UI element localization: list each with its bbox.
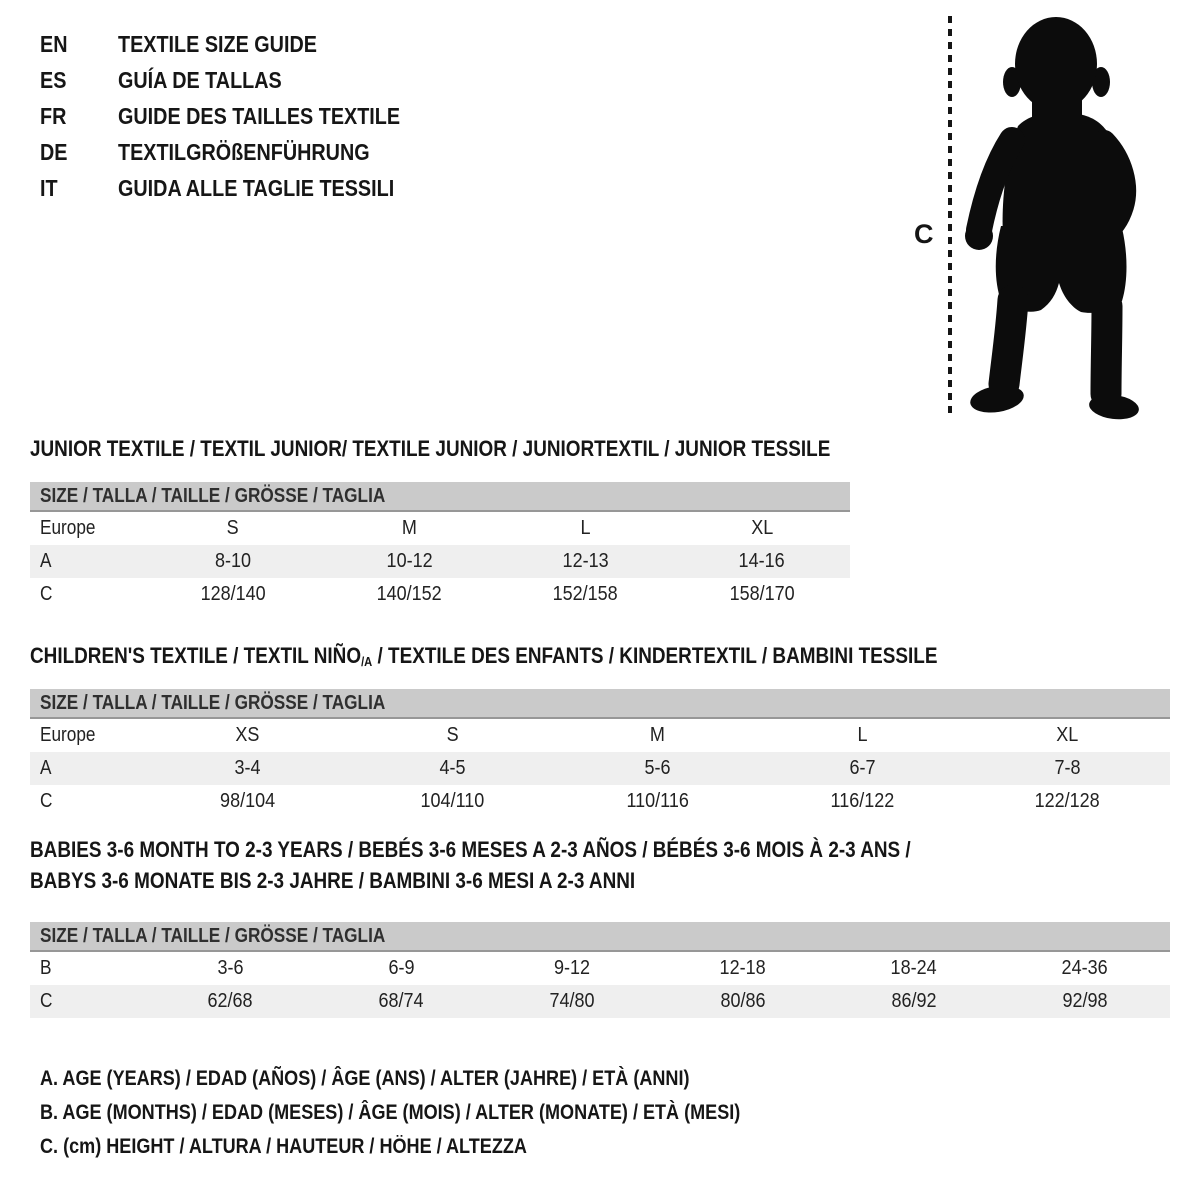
section-childrens-textile (30, 643, 1170, 818)
value-cell: 6-9 (388, 957, 415, 979)
lang-row-en (40, 26, 446, 62)
value-cell: 24-36 (1061, 957, 1108, 979)
guide-title: GUÍA DE TALLAS (118, 66, 282, 93)
section-junior-textile (30, 436, 850, 611)
row-label: Europe (40, 517, 96, 539)
value-cell: 12-13 (562, 550, 609, 572)
value-cell: 7-8 (1054, 757, 1081, 779)
value-cell: 6-7 (849, 757, 876, 779)
toddler-silhouette (965, 17, 1140, 422)
legend-line-c: C. (cm) HEIGHT / ALTURA / HAUTEUR / HÖHE / ALTEZZA (40, 1135, 527, 1158)
lang-row-it (40, 170, 446, 206)
size-header-bar: SIZE / TALLA / TAILLE / GRÖSSE / TAGLIA (30, 482, 850, 512)
value-cell: 62/68 (207, 990, 253, 1012)
value-cell: 5-6 (644, 757, 671, 779)
legend-line-b: B. AGE (MONTHS) / EDAD (MESES) / ÂGE (MOIS) / ALTER (MONATE) / ETÀ (MESI) (40, 1101, 741, 1124)
row-label: A (40, 550, 52, 572)
nino-a-subscript: /A (361, 654, 373, 669)
table-row-height (30, 785, 1170, 818)
guide-title: TEXTILE SIZE GUIDE (118, 30, 317, 57)
baby-silhouette-figure (900, 0, 1200, 430)
size-cell: S (446, 724, 459, 746)
value-cell: 8-10 (215, 550, 252, 572)
row-label: C (40, 790, 53, 812)
size-header-bar: SIZE / TALLA / TAILLE / GRÖSSE / TAGLIA (30, 922, 1170, 952)
row-label: C (40, 990, 53, 1012)
table-row-months (30, 952, 1170, 985)
size-cell: S (227, 517, 240, 539)
value-cell: 98/104 (219, 790, 276, 812)
value-cell: 12-18 (719, 957, 766, 979)
size-header-bar: SIZE / TALLA / TAILLE / GRÖSSE / TAGLIA (30, 689, 1170, 719)
guide-title: GUIDE DES TAILLES TEXTILE (118, 102, 401, 129)
value-cell: 3-6 (217, 957, 244, 979)
lang-code: FR (40, 102, 67, 129)
row-label: C (40, 583, 53, 605)
table-row-age (30, 752, 1170, 785)
row-label: A (40, 757, 52, 779)
size-cell: L (580, 517, 591, 539)
value-cell: 140/152 (376, 583, 442, 605)
table-row-europe (30, 719, 1170, 752)
section-heading: JUNIOR TEXTILE / TEXTIL JUNIOR/ TEXTILE JUNIOR / JUNIORTEXTIL / JUNIOR TESSILE (30, 436, 831, 461)
value-cell: 10-12 (386, 550, 433, 572)
lang-row-fr (40, 98, 446, 134)
value-cell: 92/98 (1062, 990, 1108, 1012)
lang-code: ES (40, 66, 67, 93)
value-cell: 18-24 (890, 957, 937, 979)
value-cell: 9-12 (554, 957, 591, 979)
legend-line-a: A. AGE (YEARS) / EDAD (AÑOS) / ÂGE (ANS) / ALTER (JAHRE) / ETÀ (ANNI) (40, 1067, 690, 1090)
value-cell: 122/128 (1034, 790, 1101, 812)
value-cell: 74/80 (549, 990, 595, 1012)
lang-row-es (40, 62, 446, 98)
value-cell: 152/158 (553, 583, 619, 605)
section-heading: CHILDREN'S TEXTILE / TEXTIL NIÑO/A / TEXTILE DES ENFANTS / KINDERTEXTIL / BAMBINI TESSILE (30, 643, 938, 669)
table-row-age (30, 545, 850, 578)
size-cell: XL (1056, 724, 1079, 746)
size-cell: XS (235, 724, 260, 746)
guide-title: GUIDA ALLE TAGLIE TESSILI (118, 174, 395, 201)
value-cell: 4-5 (439, 757, 466, 779)
row-label: B (40, 957, 52, 979)
value-cell: 14-16 (738, 550, 785, 572)
value-cell: 110/116 (626, 790, 689, 812)
size-cell: L (857, 724, 868, 746)
value-cell: 3-4 (234, 757, 261, 779)
size-cell: XL (750, 517, 773, 539)
value-cell: 158/170 (729, 583, 795, 605)
value-cell: 80/86 (720, 990, 766, 1012)
lang-row-de (40, 134, 446, 170)
value-cell: 68/74 (378, 990, 424, 1012)
lang-code: IT (40, 174, 58, 201)
value-cell: 86/92 (891, 990, 937, 1012)
legend (40, 1062, 854, 1164)
value-cell: 128/140 (200, 583, 266, 605)
size-cell: M (649, 724, 665, 746)
row-label: Europe (40, 724, 96, 746)
section-babies (30, 834, 1170, 1018)
value-cell: 116/122 (830, 790, 895, 812)
section-heading: BABIES 3-6 MONTH TO 2-3 YEARS / BEBÉS 3-6 MESES A 2-3 AÑOS / BÉBÉS 3-6 MOIS À 2-3 ANS / BABYS 3-6 MONATE BIS 2-3 JAHRE / BAMBINI 3-6 MESI A 2-3 ANNI (30, 837, 911, 893)
size-cell: M (401, 517, 417, 539)
guide-title: TEXTILGRÖßENFÜHRUNG (118, 138, 370, 165)
table-row-europe (30, 512, 850, 545)
language-title-block (40, 26, 446, 206)
height-measure-label: C (914, 219, 934, 249)
value-cell: 104/110 (420, 790, 485, 812)
table-row-height (30, 985, 1170, 1018)
table-row-height (30, 578, 850, 611)
lang-code: DE (40, 138, 68, 165)
lang-code: EN (40, 30, 68, 57)
